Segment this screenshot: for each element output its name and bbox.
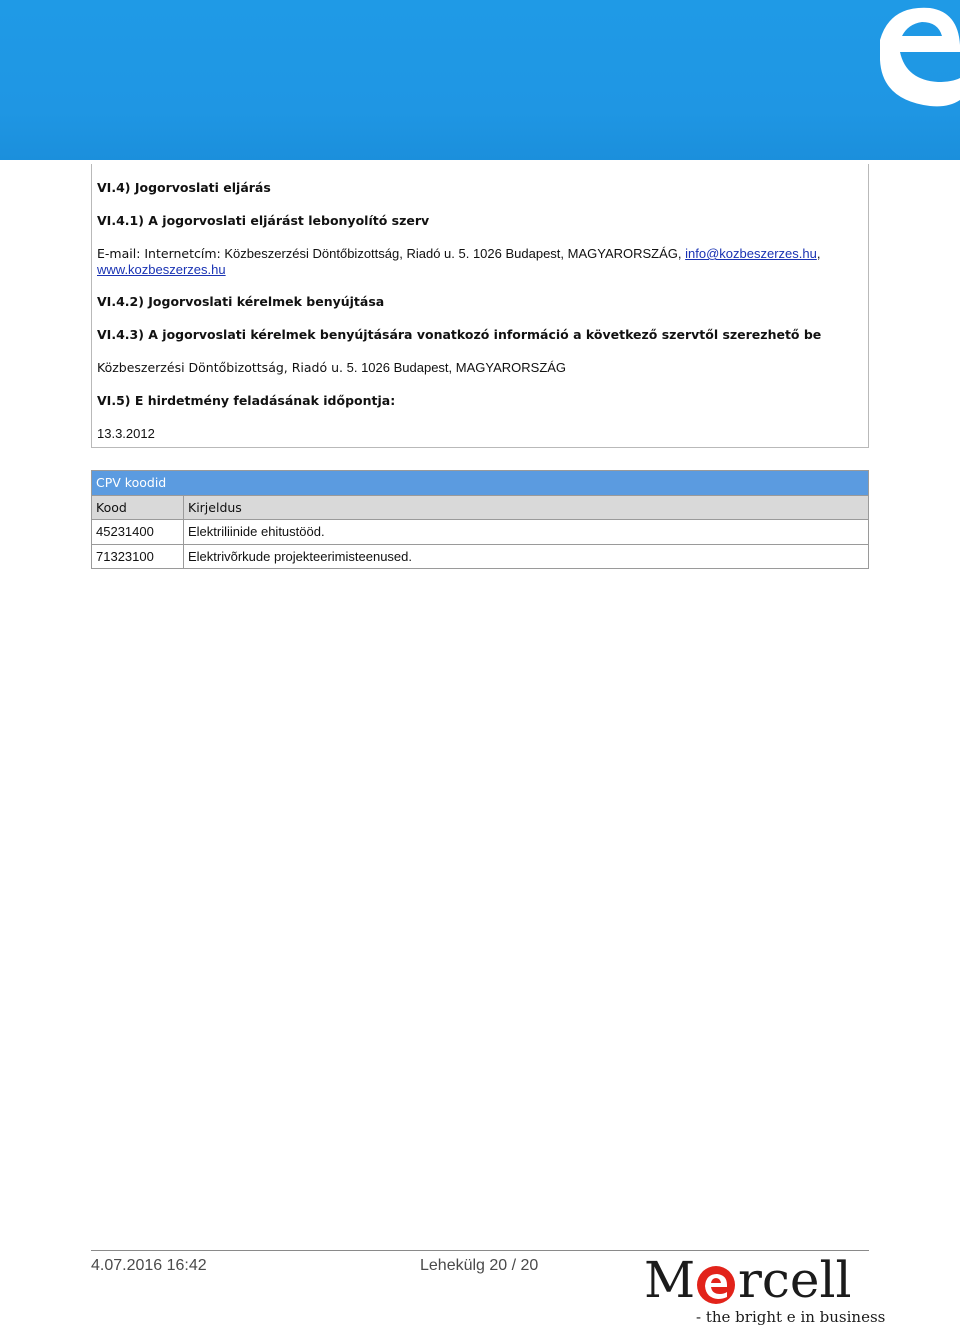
cpv-desc: Elektriliinide ehitustööd.: [184, 520, 869, 545]
vi5-heading: VI.5) E hirdetmény feladásának időpontja:: [97, 393, 396, 408]
section-vi-box: [91, 164, 869, 448]
marcell-logo: [640, 1251, 886, 1329]
brand-tagline: - the bright e in business: [696, 1308, 886, 1326]
web-line: [97, 262, 226, 278]
vi42-heading: VI.4.2) Jogorvoslati kérelmek benyújtása: [97, 294, 385, 309]
cpv-code: 45231400: [92, 520, 184, 545]
vi4-heading: VI.4) Jogorvoslati eljárás: [97, 180, 271, 195]
vi41-heading: VI.4.1) A jogorvoslati eljárást lebonyolító szerv: [97, 213, 430, 228]
web-link[interactable]: www.kozbeszerzes.hu: [97, 262, 226, 277]
header-banner: [0, 0, 960, 160]
table-row: [92, 544, 869, 569]
vi43-value-a: Közbeszerzési Döntőbizottság, Riadó u.: [97, 360, 344, 375]
brand-m: M: [644, 1251, 696, 1309]
cpv-desc: Elektrivõrkude projekteerimisteenused.: [184, 544, 869, 569]
brand-e-circle-icon: [696, 1265, 736, 1305]
cpv-table-title-row: [92, 471, 869, 496]
cpv-code: 71323100: [92, 544, 184, 569]
contact-line: [97, 246, 820, 262]
cpv-table-column-row: [92, 495, 869, 520]
vi43-heading: VI.4.3) A jogorvoslati kérelmek benyújtására vonatkozó információ a következő szervtől szerezhető be: [97, 327, 822, 342]
vi43-value-b: 5. 1026 Budapest, MAGYARORSZÁG: [343, 360, 567, 375]
column-desc-header: Kirjeldus: [184, 495, 869, 520]
contact-prefix: E-mail: Internetcím:: [97, 246, 221, 261]
cpv-table: [91, 470, 869, 569]
footer-datetime: 4.07.2016 16:42: [91, 1257, 207, 1274]
brand-e-icon: [820, 0, 960, 110]
cpv-table-title: CPV koodid: [92, 471, 869, 496]
column-code-header: Kood: [92, 495, 184, 520]
vi5-value: 13.3.2012: [97, 426, 155, 441]
vi43-value: [97, 360, 566, 376]
email-link[interactable]: info@kozbeszerzes.hu: [685, 246, 817, 261]
footer-page-number: Lehekülg 20 / 20: [420, 1257, 539, 1274]
contact-body: Közbeszerzési Döntőbizottság, Riadó u. 5. 1026 Budapest, MAGYARORSZÁG,: [220, 246, 686, 261]
brand-rest: rcell: [738, 1251, 852, 1309]
table-row: [92, 520, 869, 545]
contact-sep: ,: [816, 246, 821, 261]
